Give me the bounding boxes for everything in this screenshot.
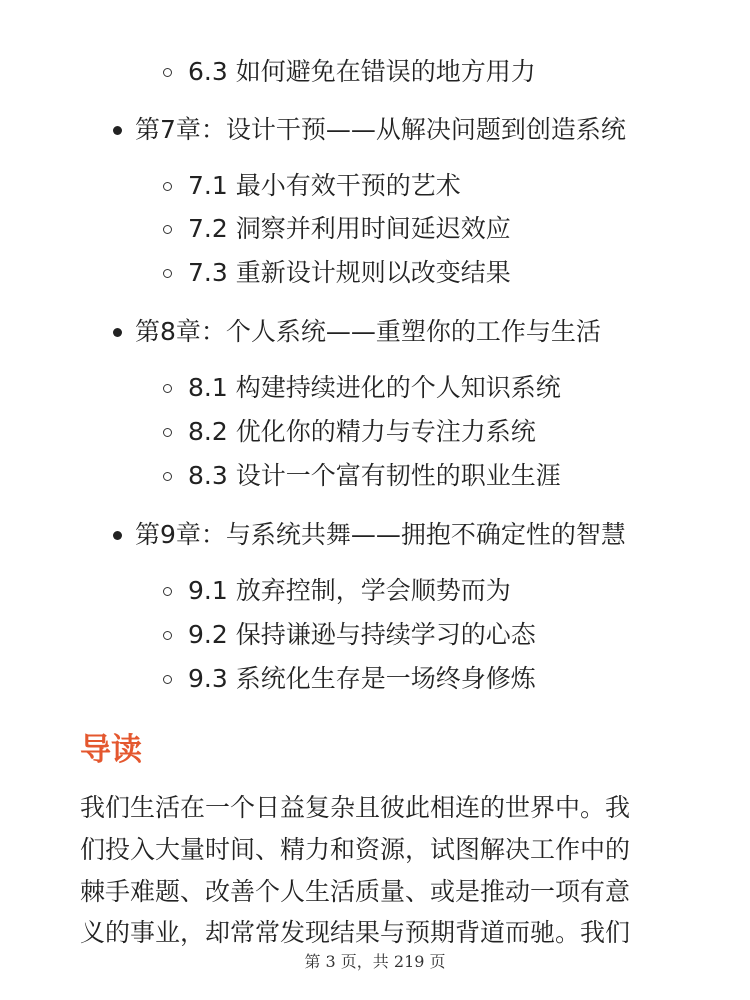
circle-bullet-icon — [163, 587, 172, 596]
circle-bullet-icon — [163, 428, 172, 437]
circle-bullet-icon — [163, 384, 172, 393]
circle-bullet-icon — [163, 182, 172, 191]
circle-bullet-icon — [163, 631, 172, 640]
toc-section-7-2: 7.2 洞察并利用时间延迟效应 — [188, 214, 511, 243]
disc-bullet-icon — [113, 328, 122, 337]
page-number-footer: 第 3 页，共 219 页 — [304, 952, 446, 971]
toc-section-9-2: 9.2 保持谦逊与持续学习的心态 — [188, 620, 536, 649]
disc-bullet-icon — [113, 126, 122, 135]
toc-chapter-7: 第7章：设计干预——从解决问题到创造系统 — [135, 115, 626, 144]
toc-section-7-1: 7.1 最小有效干预的艺术 — [188, 171, 461, 200]
toc-chapter-9: 第9章：与系统共舞——拥抱不确定性的智慧 — [135, 520, 626, 549]
toc-chapter-8: 第8章：个人系统——重塑你的工作与生活 — [135, 317, 601, 346]
toc-section-8-2: 8.2 优化你的精力与专注力系统 — [188, 417, 536, 446]
toc-section-8-1: 8.1 构建持续进化的个人知识系统 — [188, 373, 561, 402]
intro-paragraph-line: 我们生活在一个日益复杂且彼此相连的世界中。我 — [80, 793, 631, 822]
circle-bullet-icon — [163, 269, 172, 278]
disc-bullet-icon — [113, 531, 122, 540]
toc-section-7-3: 7.3 重新设计规则以改变结果 — [188, 258, 511, 287]
intro-heading: 导读 — [80, 732, 142, 768]
circle-bullet-icon — [163, 68, 172, 77]
circle-bullet-icon — [163, 472, 172, 481]
intro-paragraph-line: 义的事业，却常常发现结果与预期背道而驰。我们 — [80, 918, 631, 947]
circle-bullet-icon — [163, 225, 172, 234]
toc-section-9-3: 9.3 系统化生存是一场终身修炼 — [188, 664, 536, 693]
circle-bullet-icon — [163, 675, 172, 684]
toc-section-9-1: 9.1 放弃控制，学会顺势而为 — [188, 576, 511, 605]
intro-paragraph-line: 们投入大量时间、精力和资源，试图解决工作中的 — [80, 835, 631, 864]
intro-paragraph-line: 棘手难题、改善个人生活质量、或是推动一项有意 — [80, 877, 631, 906]
toc-section-6-3: 6.3 如何避免在错误的地方用力 — [188, 57, 536, 86]
toc-section-8-3: 8.3 设计一个富有韧性的职业生涯 — [188, 461, 561, 490]
